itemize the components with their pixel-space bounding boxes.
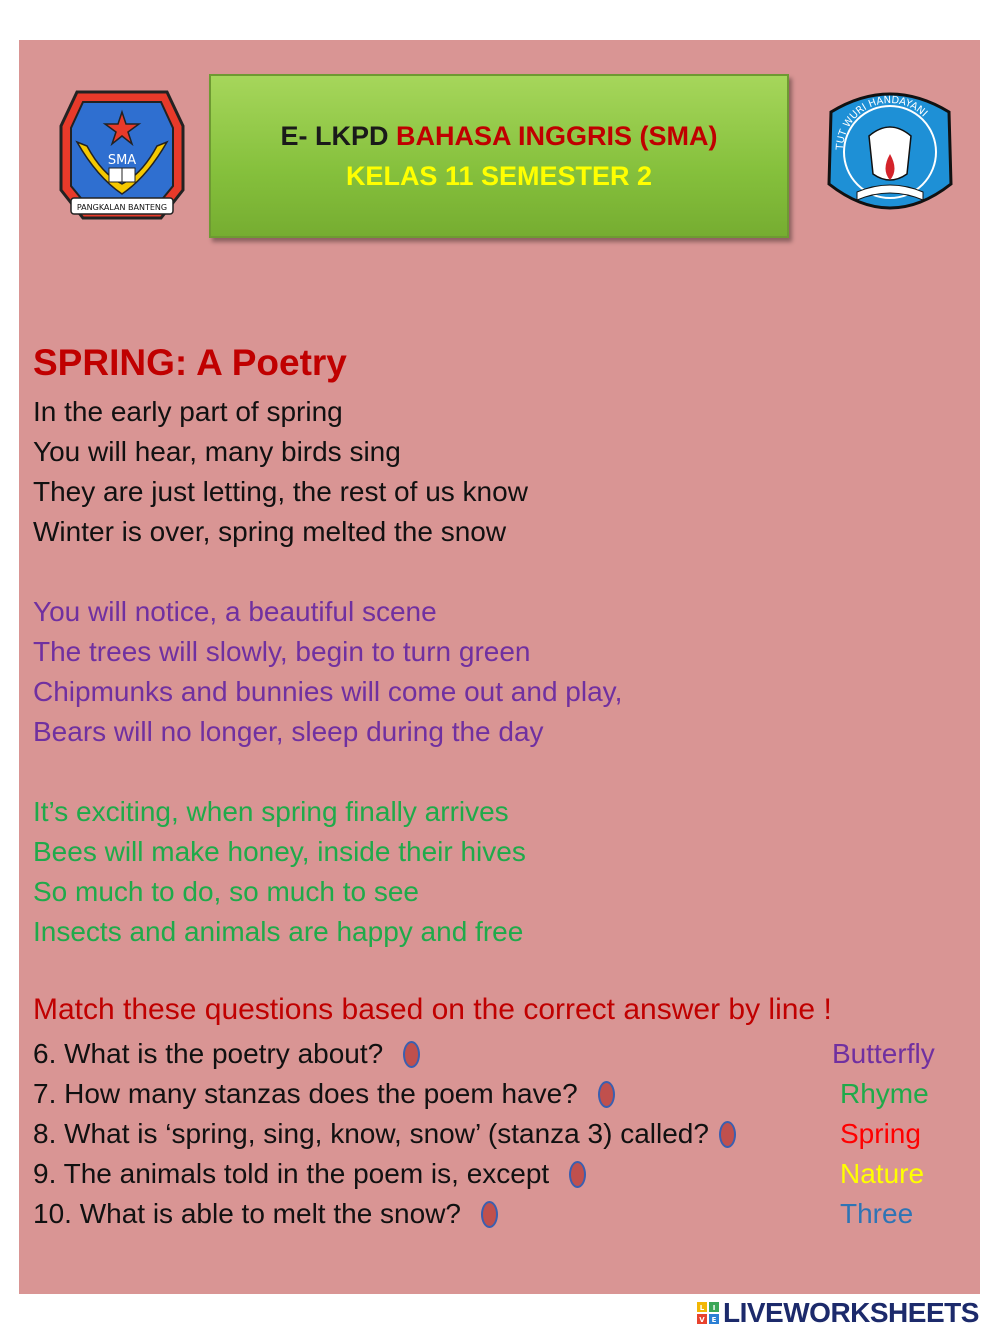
poem-line: In the early part of spring [33,396,343,427]
liveworksheets-logo-icon [697,1302,719,1324]
poem-line: Bees will make honey, inside their hives [33,836,526,867]
logo-letter-l: L [699,1304,705,1312]
logo-letter-e: E [711,1316,717,1324]
match-dot[interactable] [598,1081,615,1108]
match-dot[interactable] [403,1041,420,1068]
logo-letter-i: I [712,1304,716,1312]
banner-prefix: E- LKPD [280,121,396,151]
header-banner [209,74,789,238]
worksheet-page [19,40,980,1294]
poem-line: You will hear, many birds sing [33,436,401,467]
emblem-top-text: SMA [107,153,137,168]
tut-wuri-handayani-icon [819,74,961,234]
answer-butterfly[interactable]: Butterfly [832,1038,935,1069]
poem-line: So much to do, so much to see [33,876,419,907]
stanza-2 [33,592,622,752]
stanza-3 [33,792,622,952]
poem-line: Bears will no longer, sleep during the day [33,716,544,747]
liveworksheets-brand [697,1298,979,1328]
match-dot[interactable] [569,1161,586,1188]
banner-line-1 [280,116,717,156]
emblem-ribbon-text: PANGKALAN BANTENG [76,203,168,212]
question-6 [33,1038,420,1070]
poem-title: SPRING: A Poetry [33,342,347,383]
poem-line: Insects and animals are happy and free [33,916,524,947]
question-text: 6. What is the poetry about? [33,1038,384,1069]
banner-line-2: KELAS 11 SEMESTER 2 [345,161,653,191]
match-dot[interactable] [719,1121,736,1148]
brand-text: LIVEWORKSHEETS [723,1297,979,1328]
question-text: 9. The animals told in the poem is, except [33,1158,550,1189]
question-8 [33,1118,736,1150]
logo-letter-v: V [699,1316,705,1324]
poem-line: The trees will slowly, begin to turn green [33,636,531,667]
stanza-1 [33,392,622,552]
banner-subject: BAHASA INGGRIS (SMA) [396,121,718,151]
answer-three[interactable]: Three [840,1198,914,1229]
match-dot[interactable] [481,1201,498,1228]
question-text: 7. How many stanzas does the poem have? [33,1078,578,1109]
answer-spring[interactable]: Spring [840,1118,921,1149]
poem-line: Chipmunks and bunnies will come out and play, [33,676,623,707]
poem-line: You will notice, a beautiful scene [33,596,437,627]
poem-body [33,392,622,992]
ring-text: TUT WURI HANDAYANI [834,94,930,151]
answer-nature[interactable]: Nature [840,1158,925,1189]
answer-rhyme[interactable]: Rhyme [840,1078,929,1109]
question-7 [33,1078,615,1110]
school-emblem-icon [57,82,187,228]
question-10 [33,1198,498,1230]
poem-line: They are just letting, the rest of us know [33,476,528,507]
poem-line: Winter is over, spring melted the snow [33,516,507,547]
poem-line: It’s exciting, when spring finally arrives [33,796,509,827]
matching-instruction: Match these questions based on the correct answer by line ! [33,993,832,1026]
question-text: 8. What is ‘spring, sing, know, snow’ (stanza 3) called? [33,1118,709,1149]
question-text: 10. What is able to melt the snow? [33,1198,461,1229]
question-9 [33,1158,586,1190]
